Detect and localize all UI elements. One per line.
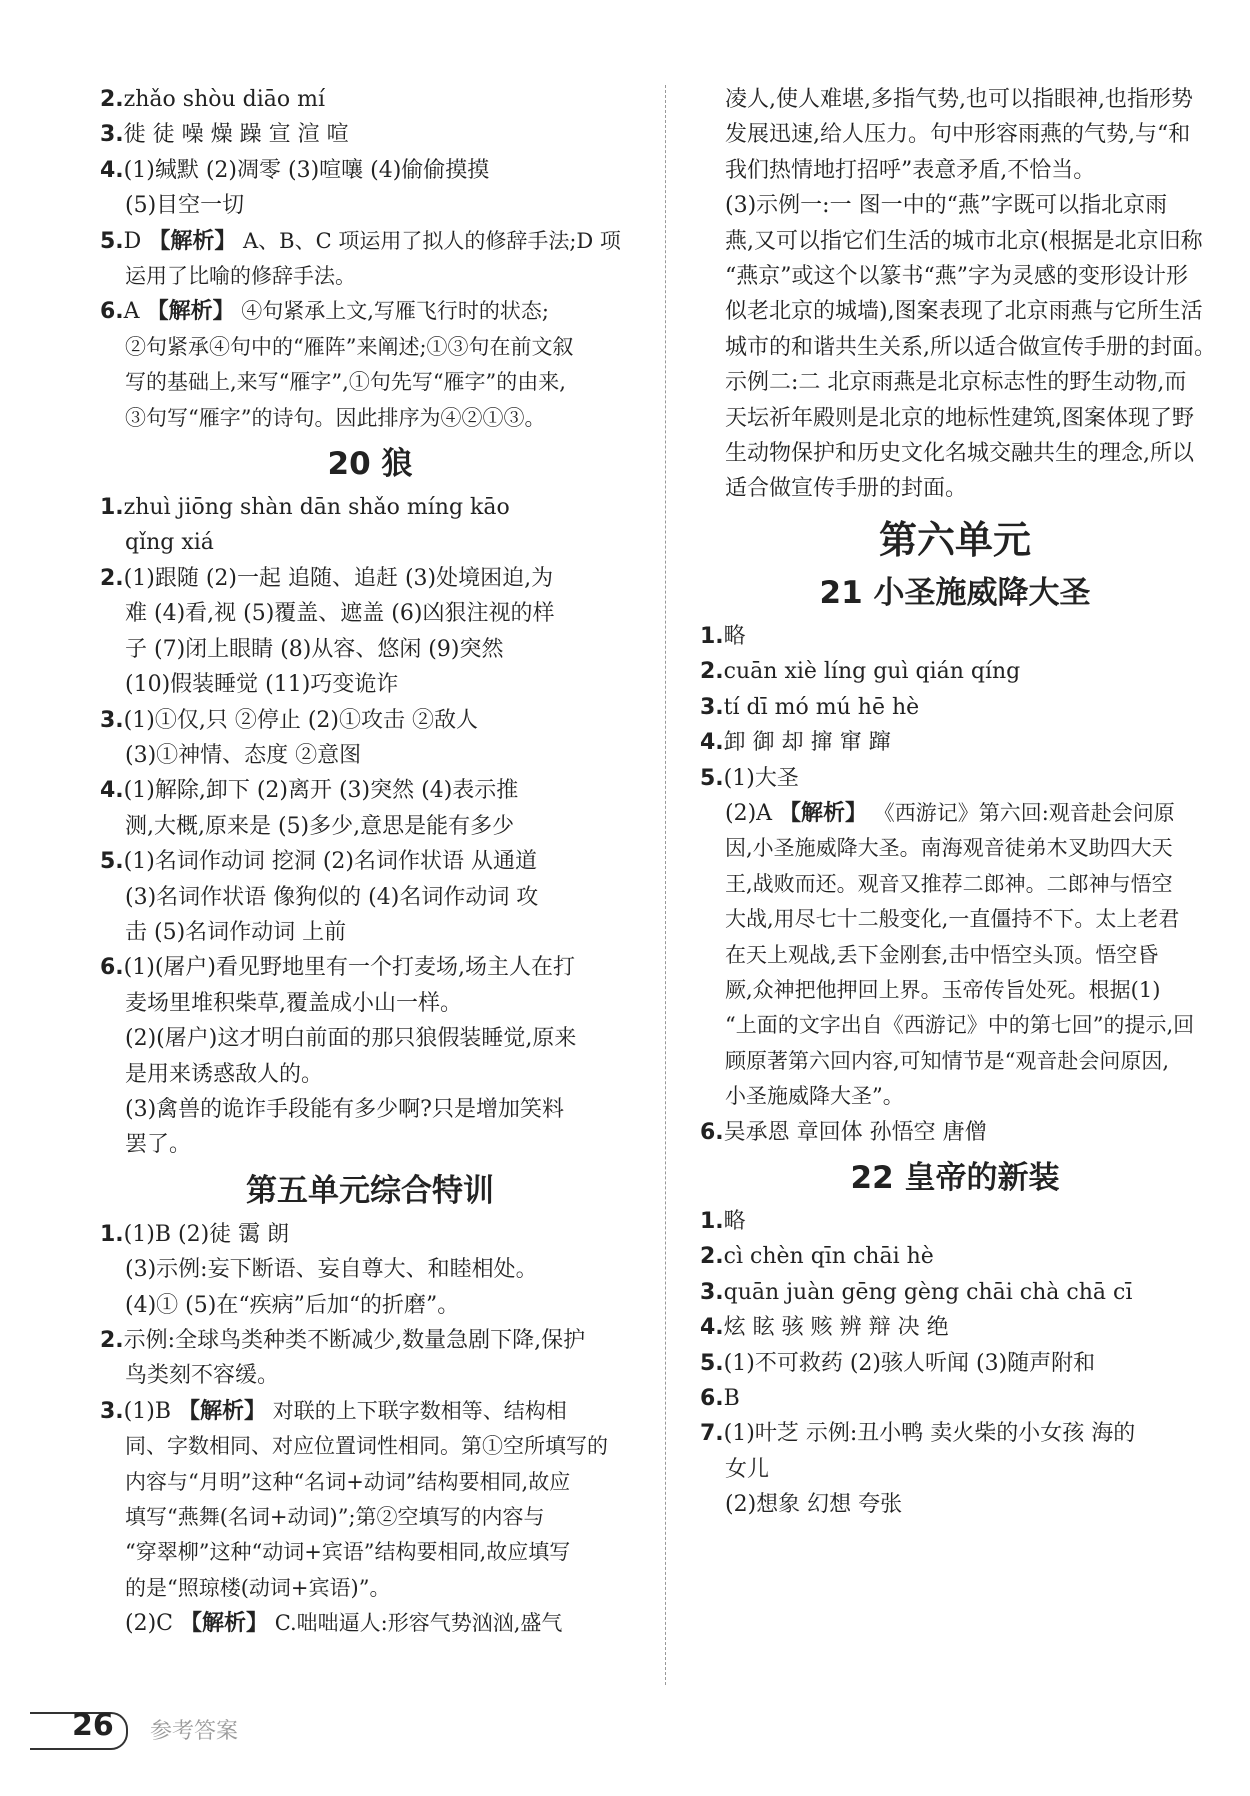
answer-text: tí dī mó mú hē hè [723,694,920,720]
answer-line [100,401,640,436]
answer-line [100,1500,640,1535]
answers-block-unit5 [100,1217,640,1642]
answers-block-unit5-continued [700,82,1216,507]
answers-block-21 [700,619,1210,1150]
question-number: 4. [100,778,124,804]
answer-line [100,703,640,738]
question-number: 3. [100,122,124,148]
answer-text: (1)B [123,1398,178,1424]
answer-text: qǐng xiá [125,530,214,556]
answer-line [700,1381,1210,1416]
answer-line [100,1092,640,1127]
question-number: 1. [700,1208,724,1234]
answers-block-20 [100,490,640,1163]
question-number: 2. [100,87,124,112]
question-number: 5. [700,765,724,791]
answer-line [700,796,1210,831]
answer-text: 示例二:二 北京雨燕是北京标志性的野生动物,而 [725,370,1187,396]
answer-line [100,259,640,294]
answer-line [100,1394,640,1429]
answer-line [700,725,1210,760]
answer-text: (1)不可救药 (2)骇人听闻 (3)随声附和 [723,1350,1096,1376]
analysis-tag: 【解析】 [148,228,237,254]
analysis-text: 的是“照琼楼(动词+宾语)”。 [125,1575,391,1600]
question-number: 5. [100,849,124,875]
answer-text: 生动物保护和历史文化名城交融共生的理念,所以 [725,441,1194,467]
analysis-text: 顾原著第六回内容,可知情节是“观音赴会问原因, [725,1048,1170,1073]
analysis-text: 在天上观战,丢下金刚套,击中悟空头顶。悟空昏 [725,942,1159,967]
answer-line [700,1115,1210,1150]
answer-text: 难 (4)看,视 (5)覆盖、遮盖 (6)凶狠注视的样 [125,601,555,627]
answer-line [100,809,640,844]
question-number: 6. [700,1386,724,1411]
answer-text: (10)假装睡觉 (11)巧变诡诈 [125,672,399,698]
answer-line [100,1429,640,1464]
answer-line [700,761,1210,796]
answer-text: (3)示例:妄下断语、妄自尊大、和睦相处。 [125,1257,538,1283]
answer-text: (3)①神情、态度 ②意图 [125,742,362,768]
answer-line [700,471,1210,506]
question-number: 3. [100,1398,124,1424]
answer-text: 女儿 [725,1456,770,1482]
answer-line [700,690,1210,725]
answer-line [700,1079,1210,1114]
footer-title: 参考答案 [150,1719,239,1744]
answer-line [100,365,640,400]
analysis-text: “上面的文字出自《西游记》中的第七回”的提示,回 [725,1013,1195,1038]
question-number: 5. [100,228,124,254]
answer-line [700,294,1210,329]
answer-text: (1)B (2)徒 霭 朗 [123,1221,290,1247]
question-number: 4. [700,730,724,756]
answer-text: 吴承恩 章回体 孙悟空 唐僧 [723,1119,987,1145]
answer-line [700,436,1210,471]
question-number: 5. [700,1350,724,1376]
answer-text: zhuì jiōng shàn dān shǎo míng kāo [123,495,510,521]
answer-line [100,330,640,365]
question-number: 6. [100,955,124,981]
right-column [700,82,1216,1523]
answer-text: 城市的和谐共生关系,所以适合做宣传手册的封面。 [725,334,1216,360]
answer-text: 炫 眩 骇 赅 辨 辩 决 绝 [723,1315,949,1341]
answer-line [100,294,640,329]
answers-block-19 [100,82,640,436]
question-number: 1. [100,495,124,521]
left-column [100,82,640,1642]
answer-line [100,153,640,188]
answer-line [100,667,640,702]
answer-text: (1)①仅,只 ②停止 (2)①攻击 ②敌人 [123,707,478,733]
answer-line [700,1310,1210,1345]
answer-text: (2)(屠户)这才明白前面的那只狼假装睡觉,原来 [125,1026,577,1052]
answer-text: “燕京”或这个以篆书“燕”字为灵感的变形设计形 [725,264,1188,290]
analysis-text: ③句写“雁字”的诗句。因此排序为④②①③。 [125,405,546,430]
answer-text: D [123,228,149,254]
question-number: 1. [100,1221,124,1247]
answer-line [100,1057,640,1092]
analysis-text: 对联的上下联字数相等、结构相 [266,1398,567,1423]
analysis-text: 填写“燕舞(名词+动词)”;第②空填写的内容与 [125,1505,545,1530]
answer-line [700,902,1210,937]
answer-text: (1)叶芝 示例:丑小鸭 卖火柴的小女孩 海的 [723,1421,1136,1447]
answer-line [700,259,1210,294]
answer-line [700,973,1210,1008]
answer-line [100,1021,640,1056]
answer-text: (3)禽兽的诡诈手段能有多少啊?只是增加笑料 [125,1096,564,1122]
question-number: 4. [100,157,124,183]
answer-line [100,1288,640,1323]
analysis-text: 厥,众神把他押回上界。玉帝传旨处死。根据(1) [725,977,1161,1002]
answer-line [100,738,640,773]
answer-line [700,1416,1210,1451]
answer-text: (2)A [725,800,780,826]
analysis-text: C.咄咄逼人:形容气势汹汹,盛气 [268,1611,563,1636]
answer-text: A [123,299,147,325]
answer-line [100,82,640,117]
answer-line [100,915,640,950]
answer-line [100,632,640,667]
analysis-tag: 【解析】 [146,299,235,325]
analysis-tag: 【解析】 [180,1611,269,1637]
answer-text: (1)大圣 [723,765,799,791]
analysis-text: 运用了比喻的修辞手法。 [125,264,356,289]
question-number: 4. [700,1315,724,1341]
section-heading-21: 21 小圣施威降大圣 [819,574,1091,611]
answer-text: (5)目空一切 [125,193,245,219]
answer-text: cì chèn qīn chāi hè [723,1244,934,1270]
answer-line [700,619,1210,654]
analysis-tag: 【解析】 [779,800,868,826]
answer-line [700,867,1210,902]
answer-line [100,1323,640,1358]
answer-line [100,773,640,808]
question-number: 6. [700,1119,724,1145]
analysis-text: “穿翠柳”这种“动词+宾语”结构要相同,故应填写 [125,1540,571,1565]
answer-line [700,1346,1210,1381]
answers-block-22 [700,1204,1210,1523]
answer-line [700,82,1210,117]
answer-text: cuān xiè líng guì qián qíng [723,659,1021,685]
answer-line [100,117,640,152]
question-number: 2. [700,1244,724,1270]
analysis-text: 写的基础上,来写“雁字”,①句先写“雁字”的由来, [125,370,566,395]
analysis-text: 小圣施威降大圣”。 [725,1084,904,1109]
answer-line [100,1252,640,1287]
answer-text: 发展迅速,给人压力。句中形容雨燕的气势,与“和 [725,122,1191,148]
answer-text: zhǎo shòu diāo mí [123,87,326,112]
answer-text: 凌人,使人难堪,多指气势,也可以指眼神,也指形势 [725,87,1193,112]
answer-text: (1)名词作动词 挖洞 (2)名词作状语 从通道 [123,849,537,875]
answer-line [100,224,640,259]
answer-text: (1)跟随 (2)一起 追随、追赶 (3)处境困迫,为 [123,565,554,591]
answer-line [700,365,1210,400]
answer-line [100,525,640,560]
answer-text: (2)C [125,1611,180,1637]
answer-text: 燕,又可以指它们生活的城市北京(根据是北京旧称 [725,228,1203,254]
answer-line [700,330,1216,365]
analysis-text: 因,小圣施威降大圣。南海观音徒弟木叉助四大天 [725,836,1173,861]
answer-line [700,1008,1210,1043]
answer-text: quān juàn gēng gèng chāi chà chā cī [723,1279,1133,1305]
answer-line [100,1535,640,1570]
answer-text: (1)解除,卸下 (2)离开 (3)突然 (4)表示推 [123,778,519,804]
answer-line [100,596,640,631]
question-number: 6. [100,299,124,325]
answer-text: 适合做宣传手册的封面。 [725,476,968,502]
answer-line [100,188,640,223]
answer-line [700,1239,1210,1274]
answer-line [100,1217,640,1252]
answer-line [700,117,1210,152]
answer-line [100,844,640,879]
answer-line [100,1571,640,1606]
answer-line [100,880,640,915]
answer-text: 略 [723,1208,746,1234]
answer-text: 徙 徒 噪 燥 躁 宣 渲 喧 [123,122,349,148]
question-number: 3. [700,694,724,720]
answer-text: 略 [723,623,746,649]
analysis-text: ④句紧承上文,写雁飞行时的状态; [234,299,550,324]
answer-line [100,950,640,985]
question-number: 2. [100,1328,124,1353]
analysis-text: A、B、C 项运用了拟人的修辞手法;D 项 [236,228,621,253]
answer-text: 我们热情地打招呼”表意矛盾,不恰当。 [725,157,1096,183]
answer-text: (3)示例一:一 图一中的“燕”字既可以指北京雨 [725,193,1168,219]
column-divider [665,85,666,1685]
answer-text: 示例:全球鸟类种类不断减少,数量急剧下降,保护 [123,1328,586,1353]
unit-heading-6: 第六单元 [878,517,1031,562]
answer-line [700,224,1210,259]
answer-text: 鸟类刻不容缓。 [125,1363,280,1389]
analysis-text: 内容与“月明”这种“名词+动词”结构要相同,故应 [125,1469,571,1494]
page-number: 26 [72,1708,114,1743]
section-heading-20: 20 狼 [327,446,413,483]
answer-line [700,153,1210,188]
analysis-text: 大战,用尽七十二般变化,一直僵持不下。太上老君 [725,907,1180,932]
answer-line [700,1275,1210,1310]
answer-line [700,938,1210,973]
question-number: 3. [700,1279,724,1305]
answer-text: 天坛祈年殿则是北京的地标性建筑,图案体现了野 [725,405,1194,431]
answer-text: 子 (7)闭上眼睛 (8)从容、悠闲 (9)突然 [125,636,504,662]
answer-text: 似老北京的城墙),图案表现了北京雨燕与它所生活 [725,299,1203,325]
answer-line [700,1044,1210,1079]
answer-text: (2)想象 幻想 夸张 [725,1492,903,1518]
answer-line [700,654,1210,689]
answer-line [700,401,1210,436]
analysis-text: 王,战败而还。观音又推荐二郎神。二郎神与悟空 [725,871,1173,896]
answer-line [700,1204,1210,1239]
answer-line [700,1487,1210,1522]
answer-text: 击 (5)名词作动词 上前 [125,919,347,945]
section-heading-22: 22 皇帝的新装 [850,1159,1060,1196]
answer-text: 是用来诱惑敌人的。 [125,1061,324,1087]
answer-line [100,986,640,1021]
answer-line [100,1127,640,1162]
question-number: 2. [100,565,124,591]
answer-line [100,1606,640,1641]
analysis-text: ②句紧承④句中的“雁阵”来阐述;①③句在前文叙 [125,334,574,359]
answer-text: 罢了。 [125,1132,192,1158]
answer-text: B [723,1386,740,1411]
answer-text: 测,大概,原来是 (5)多少,意思是能有多少 [125,813,515,839]
answer-text: (1)缄默 (2)凋零 (3)喧嚷 (4)偷偷摸摸 [123,157,490,183]
answer-text: 卸 御 却 撺 窜 蹿 [723,730,891,756]
analysis-text: 《西游记》第六回:观音赴会问原 [867,800,1175,825]
answer-line [100,561,640,596]
answer-line [100,1358,640,1393]
section-heading-unit5-training: 第五单元综合特训 [246,1172,494,1209]
answer-line [100,490,640,525]
question-number: 2. [700,659,724,685]
answer-line [700,188,1210,223]
answer-line [700,831,1210,866]
answer-text: 麦场里堆积柴草,覆盖成小山一样。 [125,990,462,1016]
answer-line [100,1465,640,1500]
question-number: 1. [700,623,724,649]
question-number: 7. [700,1421,724,1447]
answer-text: (3)名词作状语 像狗似的 (4)名词作动词 攻 [125,884,539,910]
analysis-tag: 【解析】 [178,1398,267,1424]
answer-text: (4)① (5)在“疾病”后加“的折磨”。 [125,1292,460,1318]
answer-line [700,1452,1210,1487]
answer-text: (1)(屠户)看见野地里有一个打麦场,场主人在打 [123,955,575,981]
analysis-text: 同、字数相同、对应位置词性相同。第①空所填写的 [125,1434,608,1459]
question-number: 3. [100,707,124,733]
